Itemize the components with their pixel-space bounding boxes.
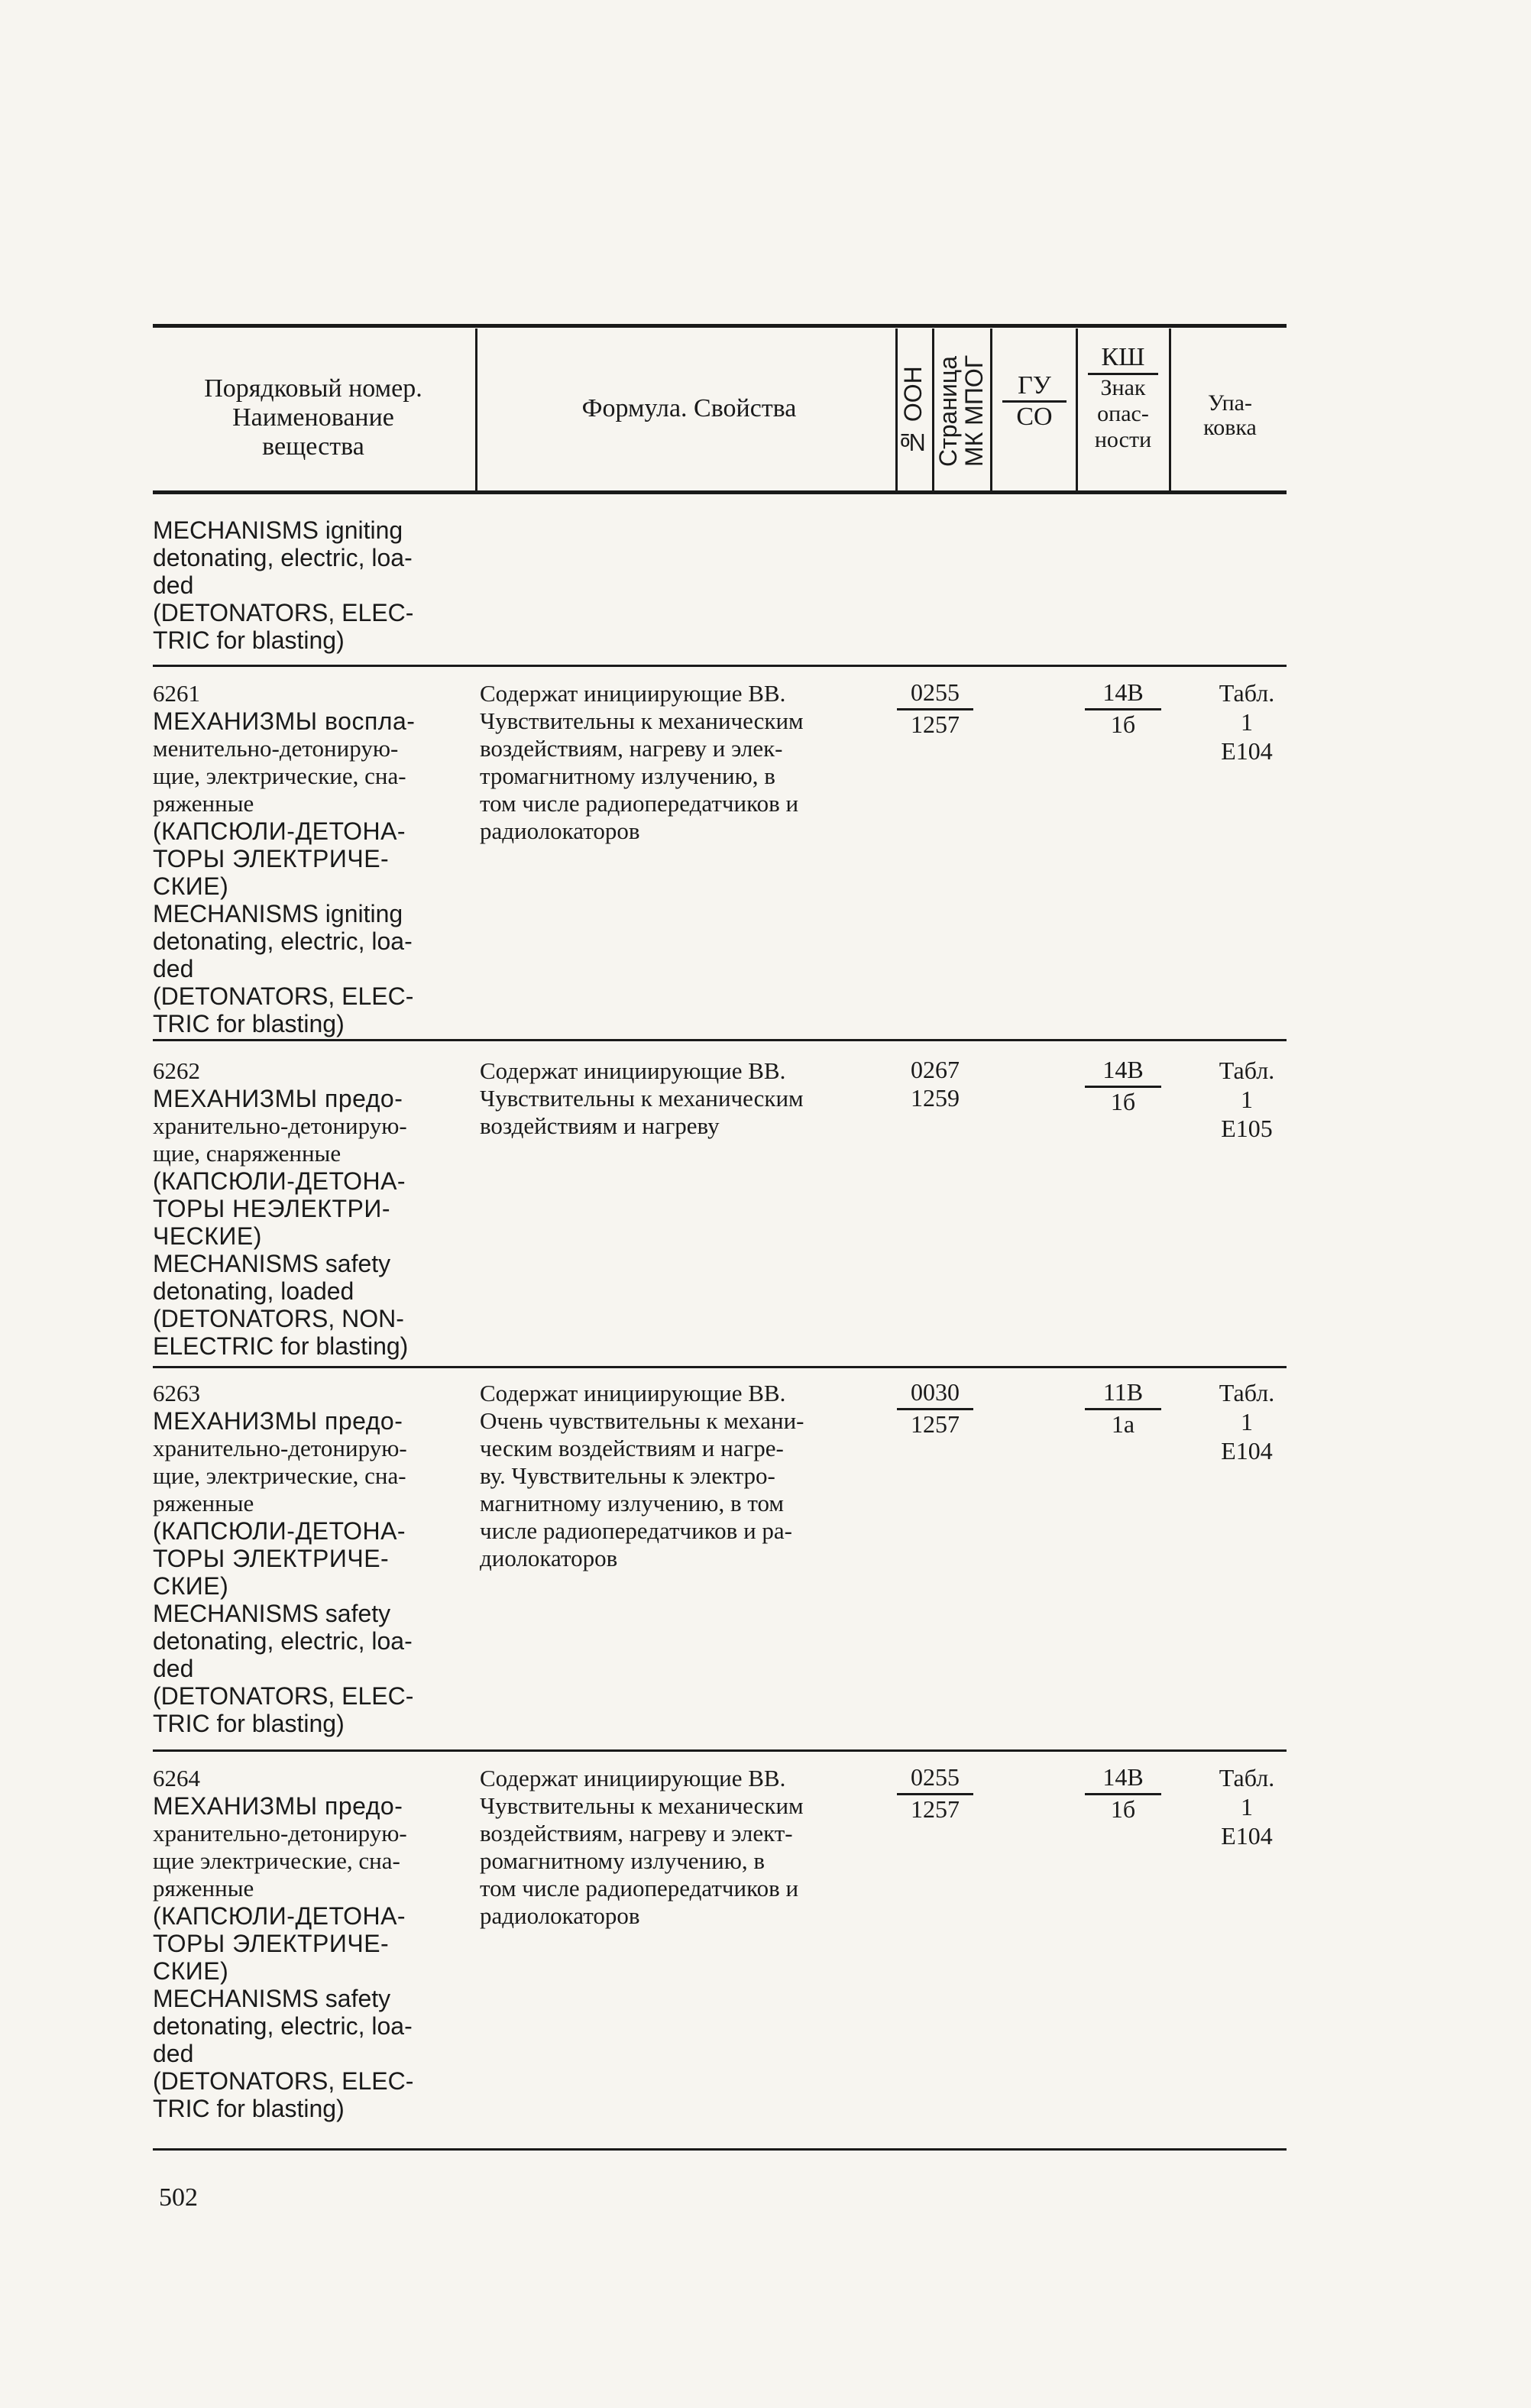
props-line: Чувствительны к механическим	[480, 1085, 804, 1112]
name-line: щие, снаряженные	[153, 1140, 341, 1167]
name-line: ТОРЫ ЭЛЕКТРИЧЕ-	[153, 1545, 390, 1572]
header-col-ksh	[1079, 342, 1167, 453]
entry-6264-un	[897, 1763, 973, 1824]
pack-line: 1	[1241, 708, 1253, 736]
entry-number: 6264	[153, 1765, 200, 1791]
name-line: detonating, electric, loa-	[153, 927, 413, 955]
header-col-gu	[995, 371, 1074, 432]
name-line: TRIC for blasting)	[153, 1010, 345, 1037]
name-line: ТОРЫ ЭЛЕКТРИЧЕ-	[153, 845, 390, 872]
name-line: TRIC for blasting)	[153, 2095, 345, 2122]
entry-6262-props	[480, 1057, 898, 1140]
header-col-name-line1: Порядковый номер.	[204, 374, 422, 403]
name-line: MECHANISMS igniting	[153, 516, 403, 544]
name-line: (DETONATORS, NON-	[153, 1305, 404, 1332]
header-col-pack-line2: ковка	[1203, 415, 1257, 440]
name-line: МЕХАНИЗМЫ предо-	[153, 1407, 403, 1435]
hazard-sign: 1б	[1110, 710, 1136, 738]
name-line: хранительно-детонирую-	[153, 1112, 407, 1139]
header-col-pack-line1: Упа-	[1208, 390, 1252, 416]
entry-6263-props	[480, 1380, 898, 1572]
entry-divider	[153, 665, 1287, 667]
props-line: воздействиям, нагреву и элект-	[480, 1820, 793, 1846]
name-line: МЕХАНИЗМЫ предо-	[153, 1085, 403, 1112]
entry-divider	[153, 1749, 1287, 1752]
class-code: 11В	[1085, 1378, 1161, 1410]
header-col-formula: Формула. Свойства	[581, 394, 797, 422]
header-divider	[1169, 329, 1171, 490]
name-line: щие электрические, сна-	[153, 1847, 400, 1874]
props-line: диолокаторов	[480, 1545, 618, 1571]
header-col-ksh-line3: ности	[1094, 427, 1152, 452]
entry-6263-pack	[1201, 1378, 1293, 1465]
name-line: МЕХАНИЗМЫ предо-	[153, 1792, 403, 1820]
entry-6261-pack	[1201, 678, 1293, 765]
class-code: 14В	[1085, 678, 1161, 710]
props-line: Чувствительны к механическим	[480, 707, 804, 734]
name-line: MECHANISMS safety	[153, 1985, 391, 2012]
entry-6261-class	[1085, 678, 1161, 739]
name-line: (DETONATORS, ELEC-	[153, 1682, 414, 1710]
props-line: радиолокаторов	[480, 1902, 640, 1929]
un-number: 0255	[897, 678, 973, 710]
name-line: MECHANISMS igniting	[153, 900, 403, 927]
entry-number: 6261	[153, 680, 200, 707]
name-line: (КАПСЮЛИ-ДЕТОНА-	[153, 1902, 406, 1930]
header-col-page-line1: Страница	[934, 355, 962, 467]
un-number: 0267	[911, 1056, 960, 1083]
name-line: detonating, electric, loa-	[153, 1627, 413, 1655]
entry-number: 6263	[153, 1380, 200, 1406]
pack-line: 1	[1241, 1793, 1253, 1821]
header-col-name	[153, 374, 474, 461]
name-line: ded	[153, 571, 194, 599]
un-number: 0255	[897, 1763, 973, 1795]
name-line: ряженные	[153, 1875, 254, 1901]
name-line: ТОРЫ НЕЭЛЕКТРИ-	[153, 1195, 390, 1222]
name-line: detonating, electric, loa-	[153, 544, 413, 571]
header-divider	[475, 329, 477, 490]
name-line: хранительно-детонирую-	[153, 1435, 407, 1461]
props-line: том числе радиопередатчиков и	[480, 1875, 799, 1901]
props-line: тромагнитному излучению, в	[480, 762, 775, 789]
name-line: MECHANISMS safety	[153, 1600, 391, 1627]
entry-6263-class	[1085, 1378, 1161, 1439]
name-line: ded	[153, 2040, 194, 2067]
name-line: ТОРЫ ЭЛЕКТРИЧЕ-	[153, 1930, 390, 1957]
name-line: ряженные	[153, 790, 254, 817]
mk-page: 1257	[911, 1795, 960, 1823]
name-line: СКИЕ)	[153, 872, 229, 900]
name-line: detonating, electric, loa-	[153, 2012, 413, 2040]
header-bottom-rule	[153, 490, 1287, 494]
name-line: ЧЕСКИЕ)	[153, 1222, 262, 1250]
header-col-page	[935, 335, 989, 487]
props-line: Содержат инициирующие ВВ.	[480, 680, 786, 707]
name-line: МЕХАНИЗМЫ воспла-	[153, 707, 416, 735]
pack-line: 1	[1241, 1086, 1253, 1113]
pack-line: Е105	[1221, 1115, 1273, 1142]
header-col-name-line3: вещества	[262, 432, 364, 461]
header-col-gu-top: ГУ	[1002, 371, 1067, 403]
pack-line: 1	[1241, 1408, 1253, 1435]
entry-6264-class	[1085, 1763, 1161, 1824]
header-col-pack	[1177, 391, 1283, 440]
header-col-name-line2: Наименование	[232, 403, 394, 432]
name-line: хранительно-детонирую-	[153, 1820, 407, 1846]
entry-6261-un	[897, 678, 973, 739]
pack-line: Табл.	[1219, 1057, 1275, 1084]
header-col-ksh-line1: Знак	[1100, 375, 1146, 400]
pack-line: Табл.	[1219, 1379, 1275, 1406]
name-line: СКИЕ)	[153, 1572, 229, 1600]
hazard-sign: 1б	[1110, 1795, 1136, 1823]
name-line: ded	[153, 1655, 194, 1682]
mk-page: 1257	[911, 710, 960, 738]
name-line: ряженные	[153, 1490, 254, 1516]
page-number: 502	[159, 2183, 198, 2212]
pack-line: Е104	[1221, 737, 1273, 765]
pack-line: Табл.	[1219, 679, 1275, 707]
props-line: Содержат инициирующие ВВ.	[480, 1380, 786, 1406]
class-code: 14В	[1085, 1056, 1161, 1088]
props-line: ву. Чувствительны к электро-	[480, 1462, 775, 1489]
entry-6264-pack	[1201, 1763, 1293, 1850]
entry-6262-class	[1085, 1056, 1161, 1116]
entry-6264-name	[153, 1765, 474, 2122]
name-line: (КАПСЮЛИ-ДЕТОНА-	[153, 1167, 406, 1195]
table-bottom-rule	[153, 2148, 1287, 2151]
props-line: воздействиям, нагреву и элек-	[480, 735, 783, 762]
name-line: (КАПСЮЛИ-ДЕТОНА-	[153, 817, 406, 845]
hazard-sign: 1б	[1110, 1088, 1136, 1115]
entry-continuation-name	[153, 516, 474, 654]
header-col-ksh-line2: опас-	[1097, 401, 1149, 426]
header-top-rule	[153, 324, 1287, 328]
entry-6264-props	[480, 1765, 898, 1930]
header-col-ksh-top: КШ	[1088, 342, 1158, 375]
props-line: Содержат инициирующие ВВ.	[480, 1765, 786, 1791]
entry-6262-un	[897, 1056, 973, 1112]
props-line: магнитному излучению, в том	[480, 1490, 785, 1516]
props-line: радиолокаторов	[480, 817, 640, 844]
name-line: TRIC for blasting)	[153, 1710, 345, 1737]
entry-6261-name	[153, 680, 474, 1037]
props-line: том числе радиопередатчиков и	[480, 790, 799, 817]
props-line: Чувствительны к механическим	[480, 1792, 804, 1819]
header-col-page-line2: МК МПОГ	[960, 354, 988, 468]
header-divider	[990, 329, 992, 490]
name-line: щие, электрические, сна-	[153, 762, 406, 789]
pack-line: Е104	[1221, 1437, 1273, 1465]
entry-6263-un	[897, 1378, 973, 1439]
class-code: 14В	[1085, 1763, 1161, 1795]
pack-line: Е104	[1221, 1822, 1273, 1850]
header-divider	[895, 329, 898, 490]
props-line: ческим воздействиям и нагре-	[480, 1435, 784, 1461]
entry-divider	[153, 1366, 1287, 1368]
props-line: Очень чувствительны к механи-	[480, 1407, 804, 1434]
name-line: TRIC for blasting)	[153, 626, 345, 654]
un-number: 0030	[897, 1378, 973, 1410]
entry-6261-props	[480, 680, 898, 845]
name-line: щие, электрические, сна-	[153, 1462, 406, 1489]
name-line: (DETONATORS, ELEC-	[153, 2067, 414, 2095]
name-line: менительно-детонирую-	[153, 735, 399, 762]
entry-6262-pack	[1201, 1056, 1293, 1143]
header-divider	[1076, 329, 1078, 490]
entry-6262-name	[153, 1057, 474, 1360]
header-col-un: № ООН	[899, 366, 927, 456]
entry-divider	[153, 1039, 1287, 1041]
name-line: detonating, loaded	[153, 1277, 354, 1305]
name-line: ded	[153, 955, 194, 982]
props-line: Содержат инициирующие ВВ.	[480, 1057, 786, 1084]
name-line: ELECTRIC for blasting)	[153, 1332, 409, 1360]
header-col-gu-bottom: СО	[1016, 403, 1053, 431]
name-line: (DETONATORS, ELEC-	[153, 599, 414, 626]
name-line: (КАПСЮЛИ-ДЕТОНА-	[153, 1517, 406, 1545]
name-line: (DETONATORS, ELEC-	[153, 982, 414, 1010]
mk-page: 1259	[911, 1084, 960, 1112]
mk-page: 1257	[911, 1410, 960, 1438]
entry-number: 6262	[153, 1057, 200, 1084]
hazard-sign: 1а	[1111, 1410, 1135, 1438]
name-line: СКИЕ)	[153, 1957, 229, 1985]
pack-line: Табл.	[1219, 1764, 1275, 1791]
props-line: воздействиям и нагреву	[480, 1112, 720, 1139]
entry-6263-name	[153, 1380, 474, 1737]
name-line: MECHANISMS safety	[153, 1250, 391, 1277]
props-line: числе радиопередатчиков и ра-	[480, 1517, 792, 1544]
props-line: ромагнитному излучению, в	[480, 1847, 766, 1874]
